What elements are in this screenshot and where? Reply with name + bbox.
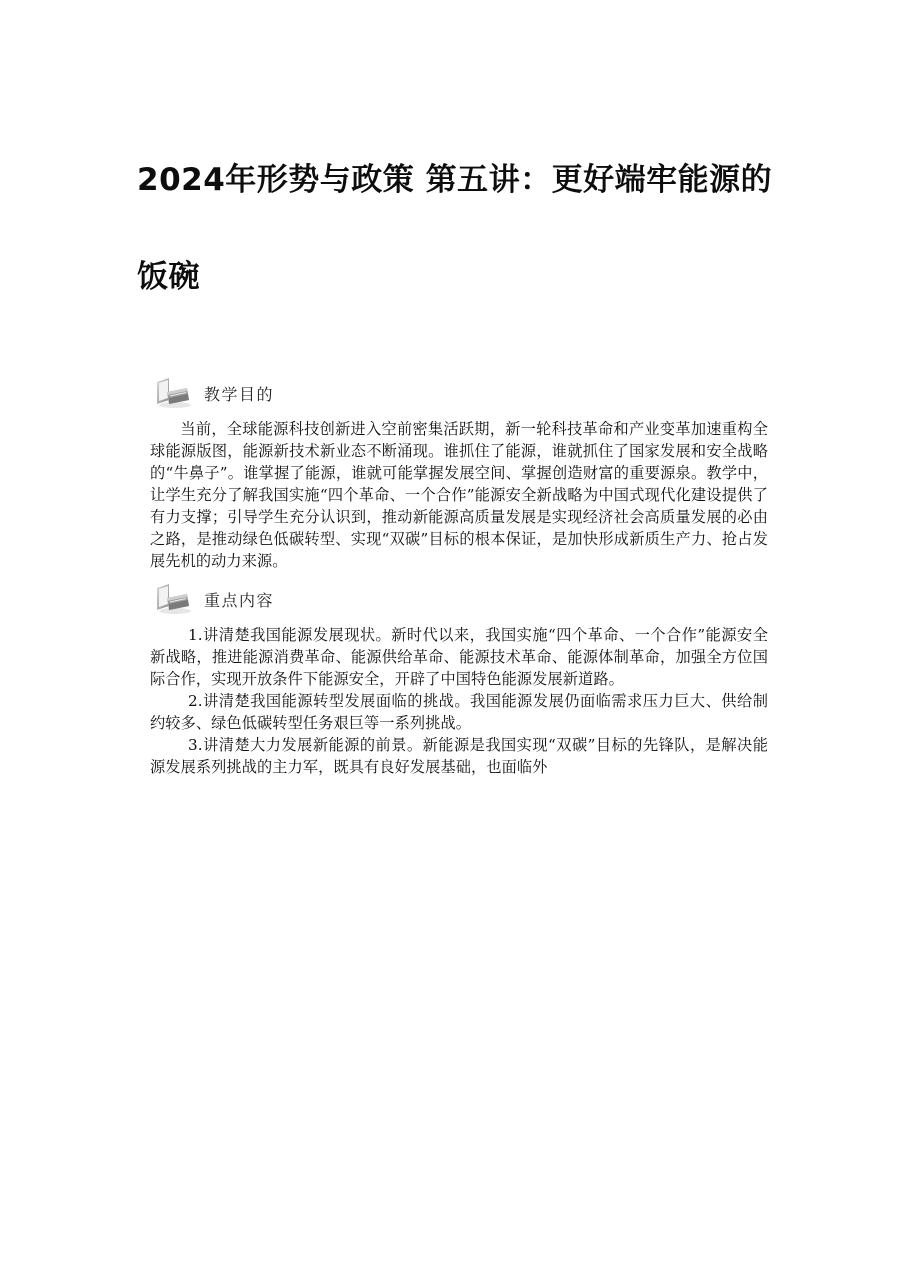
paragraph: 当前，全球能源科技创新进入空前密集活跃期，新一轮科技革命和产业变革加速重构全球能源版图，能源新技术新业态不断涌现。谁抓住了能源，谁就抓住了国家发展和安全战略的“牛鼻子”。谁掌握了能源，谁就可能掌握发展空间、掌握创造财富的重要源泉。教学中，让学生充分了解我国实施“四个革命、一个合作”能源安全新战略为中国式现代化建设提供了有力支撑；引导学生充分认识到，推动新能源高质量发展是实现经济社会高质量发展的必由之路，是推动绿色低碳转型、实现“双碳”目标的根本保证，是加快形成新质生产力、抢占发展先机的动力来源。: [150, 420, 768, 570]
section-teaching-objective: [150, 372, 768, 572]
list-item: 2.讲清楚我国能源转型发展面临的挑战。我国能源发展仍面临需求压力巨大、供给制约较多、绿色低碳转型任务艰巨等一系列挑战。: [150, 692, 768, 732]
section-header: [150, 372, 768, 412]
section-title: 重点内容: [204, 591, 275, 610]
book-stack-icon: [153, 580, 193, 616]
section-header: [150, 578, 768, 618]
section-key-content: [150, 578, 768, 778]
document-title: 2024年形势与政策 第五讲：更好端牢能源的饭碗: [137, 162, 773, 295]
list-item: 1.讲清楚我国能源发展现状。新时代以来，我国实施“四个革命、一个合作”能源安全新战略，推进能源消费革命、能源供给革命、能源技术革命、能源体制革命，加强全方位国际合作，实现开放条件下能源安全，开辟了中国特色能源发展新道路。: [150, 626, 768, 688]
section-title: 教学目的: [204, 385, 275, 404]
document-body: [150, 372, 768, 778]
book-stack-icon: [153, 374, 193, 410]
list-item: 3.讲清楚大力发展新能源的前景。新能源是我国实现“双碳”目标的先锋队，是解决能源发展系列挑战的主力军，既具有良好发展基础，也面临外: [150, 736, 768, 776]
key-points-list: [150, 624, 768, 778]
